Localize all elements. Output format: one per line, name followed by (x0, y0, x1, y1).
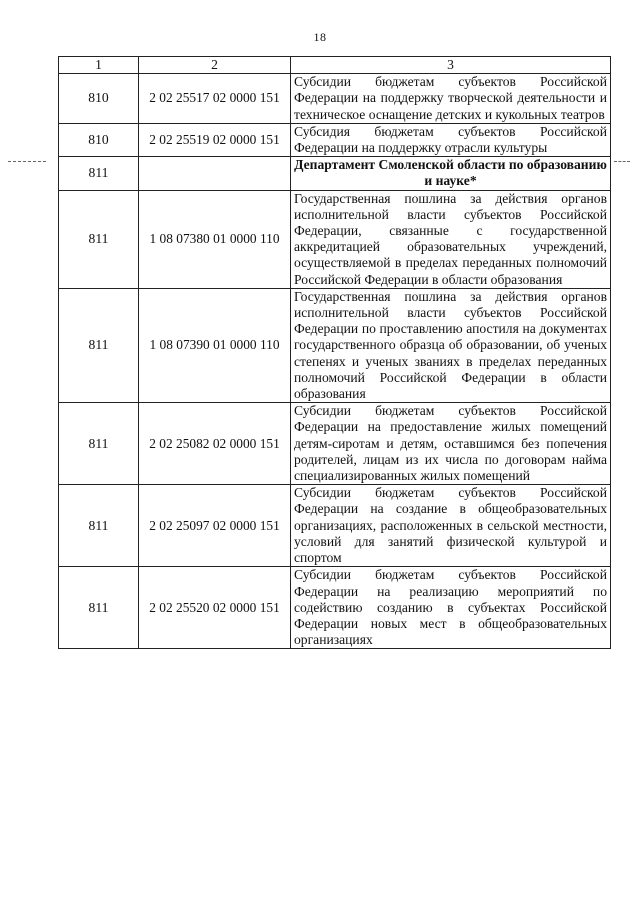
revenue-code-cell: 1 08 07380 01 0000 110 (139, 190, 291, 288)
revenue-code-cell (139, 157, 291, 190)
description-cell: Субсидии бюджетам субъектов Российской Федерации на реализацию мероприятий по содействию созданию в субъектах Российской Федерации новых мест в общеобразовательных организациях (291, 567, 611, 649)
admin-code-cell: 811 (59, 567, 139, 649)
table-row (59, 567, 611, 649)
budget-classification-table (58, 56, 611, 649)
table-row (59, 485, 611, 567)
column-header-1: 1 (59, 57, 139, 74)
revenue-code-cell: 2 02 25082 02 0000 151 (139, 403, 291, 485)
table-row-department (59, 157, 611, 190)
description-cell: Государственная пошлина за действия органов исполнительной власти субъектов Российской Федерации по проставлению апостиля на документах государственного образца об образовании, об ученых степенях и ученых званиях в пределах переданных полномочий Российской Федерации в области образования (291, 288, 611, 402)
admin-code-cell: 810 (59, 74, 139, 124)
admin-code-cell: 811 (59, 190, 139, 288)
table-row (59, 403, 611, 485)
admin-code-cell: 811 (59, 485, 139, 567)
admin-code-cell: 811 (59, 157, 139, 190)
revenue-code-cell: 2 02 25519 02 0000 151 (139, 123, 291, 156)
table-row (59, 123, 611, 156)
column-header-3: 3 (291, 57, 611, 74)
header-row (59, 57, 611, 74)
page-number: 18 (313, 30, 327, 44)
description-cell: Субсидии бюджетам субъектов Российской Федерации на поддержку творческой деятельности и техническое оснащение детских и кукольных театров (291, 74, 611, 124)
margin-dash-right (614, 161, 630, 162)
revenue-code-cell: 1 08 07390 01 0000 110 (139, 288, 291, 402)
description-cell: Государственная пошлина за действия органов исполнительной власти субъектов Российской Федерации, связанные с государственной аккредитацией образовательных учреждений, осуществляемой в пределах переданных полномочий Российской Федерации в области образования (291, 190, 611, 288)
margin-dash-left (8, 161, 46, 162)
revenue-code-cell: 2 02 25517 02 0000 151 (139, 74, 291, 124)
admin-code-cell: 811 (59, 288, 139, 402)
revenue-code-cell: 2 02 25097 02 0000 151 (139, 485, 291, 567)
admin-code-cell: 810 (59, 123, 139, 156)
table-row (59, 288, 611, 402)
admin-code-cell: 811 (59, 403, 139, 485)
description-cell: Субсидии бюджетам субъектов Российской Федерации на создание в общеобразовательных организациях, расположенных в сельской местности, условий для занятий физической культурой и спортом (291, 485, 611, 567)
description-cell: Субсидии бюджетам субъектов Российской Федерации на предоставление жилых помещений детям-сиротам и детям, оставшимся без попечения родителей, лицам из их числа по договорам найма специализированных жилых помещений (291, 403, 611, 485)
revenue-code-cell: 2 02 25520 02 0000 151 (139, 567, 291, 649)
table-row (59, 190, 611, 288)
department-heading-cell: Департамент Смоленской области по образованию и науке* (291, 157, 611, 190)
table-row (59, 74, 611, 124)
column-header-2: 2 (139, 57, 291, 74)
description-cell: Субсидия бюджетам субъектов Российской Федерации на поддержку отрасли культуры (291, 123, 611, 156)
